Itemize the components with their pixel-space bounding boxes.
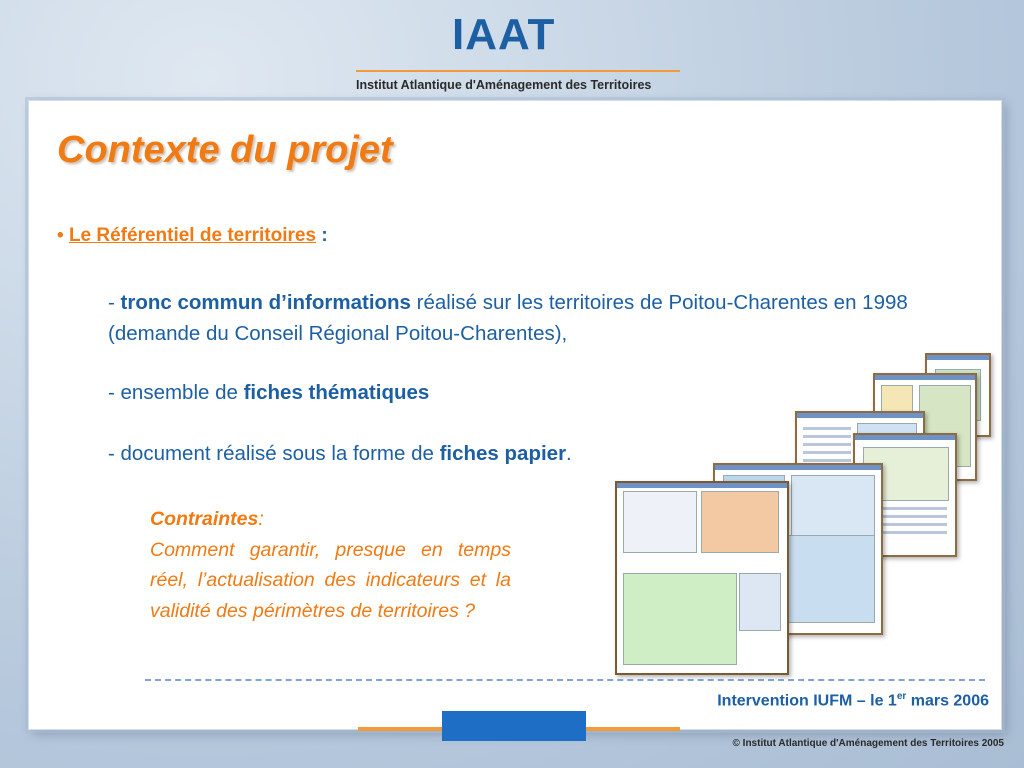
footer-blue-bar [442, 711, 586, 741]
item3-suffix: . [566, 442, 572, 465]
item-tronc-commun [108, 287, 908, 349]
bullet-suffix: : [321, 225, 328, 246]
item-fiches-papier [108, 438, 572, 469]
constraints-text: Comment garantir, presque en temps réel, l’actualisation des indicateurs et la validité des périmètres de territoires ? [150, 538, 511, 622]
date-sup: er [896, 691, 907, 702]
item1-rest: réalisé sur les territoires de Poitou-Charentes en 1998 (demande du Conseil Régional Poitou-Charentes), [108, 291, 908, 345]
bullet-marker: • [57, 225, 64, 246]
item2-prefix: - ensemble de [108, 381, 244, 404]
item1-prefix: - [108, 291, 121, 314]
item2-bold: fiches thématiques [243, 381, 430, 404]
constraints-label: Contraintes [150, 508, 259, 530]
logo-title: IAAT [452, 10, 556, 59]
logo-subtitle: Institut Atlantique d'Aménagement des Territoires [356, 78, 652, 92]
iaat-logo [356, 10, 680, 90]
date-pre: Intervention IUFM – le 1 [717, 692, 897, 710]
referentiel-link[interactable]: Le Référentiel de territoires [68, 225, 317, 246]
footer-separator [145, 679, 985, 681]
item3-bold: fiches papier [439, 442, 567, 465]
slide-card [28, 100, 1002, 730]
fiches-thumbnail-stack [589, 353, 991, 675]
logo-divider [356, 70, 680, 72]
constraints-colon: : [258, 508, 264, 530]
slide-title: Contexte du projet [57, 129, 393, 171]
footer-date [649, 691, 989, 710]
item1-bold: tronc commun d’informations [120, 291, 411, 314]
fiche-thumbnail [615, 481, 789, 675]
item-fiches-thematiques [108, 377, 429, 408]
copyright-text: © Institut Atlantique d'Aménagement des Territoires 2005 [732, 738, 1004, 749]
item3-prefix: - document réalisé sous la forme de [108, 442, 440, 465]
bullet-referentiel [57, 225, 328, 247]
date-post: mars 2006 [906, 692, 989, 710]
constraints-block [150, 504, 511, 626]
